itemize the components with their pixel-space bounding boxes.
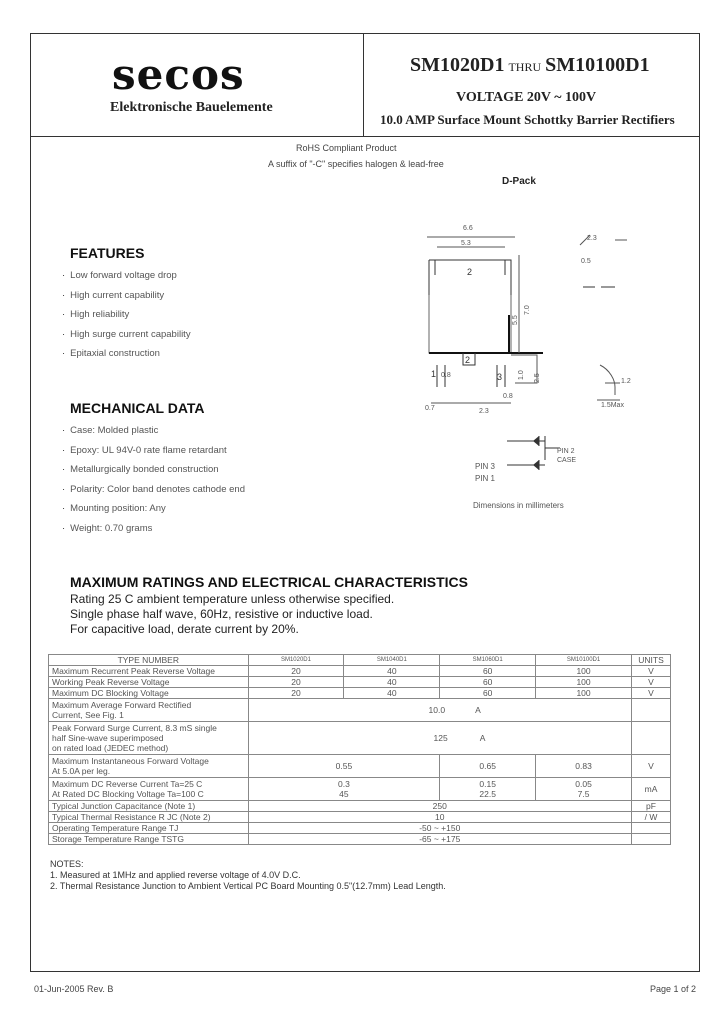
vf-line-2: At 5.0A per leg. — [52, 766, 111, 776]
dim-07: 0.7 — [425, 405, 435, 412]
ratings-table — [48, 654, 671, 845]
dim-10: 1.0 — [518, 370, 525, 380]
dim-05: 0.5 — [581, 258, 591, 265]
cell: 100 — [536, 677, 632, 688]
part-from: SM1020D1 — [410, 54, 505, 76]
thru-label: THRU — [508, 60, 542, 74]
row-label — [49, 778, 249, 801]
row-label: Operating Temperature Range TJ — [49, 823, 249, 834]
pin-3-label: PIN 3 — [475, 462, 496, 471]
diode-2-symbol — [533, 460, 539, 470]
row-label: Storage Temperature Range TSTG — [49, 834, 249, 845]
header-col: SM1060D1 — [440, 655, 536, 666]
product-description: 10.0 AMP Surface Mount Schottky Barrier Rectifiers — [380, 112, 675, 127]
mechanical-list — [62, 424, 245, 541]
pin-label-2-top: 2 — [467, 267, 473, 277]
ir-cell — [536, 778, 632, 801]
cell: 20 — [248, 666, 344, 677]
surge-line-3: on rated load (JEDEC method) — [52, 743, 169, 753]
header-col: SM1020D1 — [248, 655, 344, 666]
header-divider — [30, 136, 700, 137]
package-outline-top — [429, 260, 511, 295]
header-col: SM10100D1 — [536, 655, 632, 666]
feature-item: · High current capability — [62, 289, 191, 309]
table-row — [49, 778, 671, 801]
mechanical-item: · Weight: 0.70 grams — [62, 522, 245, 542]
header-type-number: TYPE NUMBER — [49, 655, 249, 666]
ir-100: 22.5 — [479, 789, 496, 799]
ir-100: 7.5 — [577, 789, 590, 799]
row-label: Working Peak Reverse Voltage — [49, 677, 249, 688]
row-label: Maximum DC Blocking Voltage — [49, 688, 249, 699]
rohs-text: RoHS Compliant Product — [296, 143, 397, 153]
part-number-range — [410, 54, 650, 77]
mechanical-item: · Metallurgically bonded construction — [62, 463, 245, 483]
voltage-range: VOLTAGE 20V ~ 100V — [456, 90, 597, 105]
cell: 100 — [536, 688, 632, 699]
mechanical-item: · Case: Molded plastic — [62, 424, 245, 444]
notes-title: NOTES: — [50, 859, 84, 869]
cell: 100 — [536, 666, 632, 677]
feature-item: · Epitaxial construction — [62, 347, 191, 367]
unit-cell: V — [631, 666, 670, 677]
ir-25: 0.15 — [479, 779, 496, 789]
page-number: Page 1 of 2 — [650, 984, 697, 994]
table-row — [49, 834, 671, 845]
secos-logo: secos — [112, 50, 245, 99]
feature-item: · High surge current capability — [62, 328, 191, 348]
vf-cell: 0.55 — [248, 755, 440, 778]
avg-unit: A — [475, 705, 481, 715]
header-col: SM1040D1 — [344, 655, 440, 666]
dim-70: 7.0 — [524, 305, 531, 315]
mechanical-item: · Polarity: Color band denotes cathode end — [62, 483, 245, 503]
rating-line-3: For capacitive load, derate current by 20%. — [70, 622, 299, 636]
unit-cell: V — [631, 677, 670, 688]
package-title: D-Pack — [502, 176, 536, 187]
ir-100: 45 — [339, 789, 349, 799]
table-row — [49, 699, 671, 722]
row-label — [49, 699, 249, 722]
cell: 40 — [344, 666, 440, 677]
ir-25: 0.3 — [337, 779, 350, 789]
cell: 60 — [440, 677, 536, 688]
lead-bend — [600, 365, 615, 395]
row-label: Typical Junction Capacitance (Note 1) — [49, 801, 249, 812]
table-row — [49, 823, 671, 834]
unit-cell — [631, 722, 670, 755]
cell: -50 ~ +150 — [248, 823, 631, 834]
dims-note: Dimensions in millimeters — [473, 501, 564, 510]
ir-cell — [248, 778, 440, 801]
cell: -65 ~ +175 — [248, 834, 631, 845]
surge-line-2: half Sine-wave superimposed — [52, 733, 164, 743]
row-label — [49, 722, 249, 755]
avg-line-1: Maximum Average Forward Rectified — [52, 700, 192, 710]
rating-line-1: Rating 25 C ambient temperature unless otherwise specified. — [70, 592, 395, 606]
revision-date: 01-Jun-2005 Rev. B — [34, 984, 114, 994]
ratings-conditions — [70, 592, 394, 637]
vf-cell: 0.65 — [440, 755, 536, 778]
unit-cell: V — [631, 755, 670, 778]
dim-08-right: 0.8 — [503, 393, 513, 400]
notes — [50, 859, 446, 892]
row-label: Maximum Recurrent Peak Reverse Voltage — [49, 666, 249, 677]
unit-cell: V — [631, 688, 670, 699]
pin-1-label: PIN 1 — [475, 474, 496, 483]
ir-25: 0.05 — [575, 779, 592, 789]
mechanical-item: · Mounting position: Any — [62, 502, 245, 522]
ir-line-1: Maximum DC Reverse Current Ta=25 C — [52, 779, 203, 789]
unit-cell: mA — [631, 778, 670, 801]
cell: 60 — [440, 688, 536, 699]
case-label: CASE — [557, 457, 577, 464]
table-row — [49, 755, 671, 778]
avg-current-cell — [248, 699, 631, 722]
pin-label-1: 1 — [431, 369, 437, 379]
vf-line-1: Maximum Instantaneous Forward Voltage — [52, 756, 209, 766]
features-title: FEATURES — [70, 245, 145, 261]
ratings-title: MAXIMUM RATINGS AND ELECTRICAL CHARACTERISTICS — [70, 574, 468, 590]
suffix-text: A suffix of "-C" specifies halogen & lead-free — [268, 159, 444, 169]
unit-cell — [631, 823, 670, 834]
note-2: 2. Thermal Resistance Junction to Ambient Vertical PC Board Mounting 0.5"(12.7mm) Lead Length. — [50, 881, 446, 891]
dim-23-bottom: 2.3 — [479, 408, 489, 415]
cell: 60 — [440, 666, 536, 677]
mechanical-title: MECHANICAL DATA — [70, 400, 205, 416]
pin-label-2: 2 — [465, 355, 471, 365]
surge-unit: A — [479, 733, 486, 743]
features-list — [62, 269, 191, 367]
note-1: 1. Measured at 1MHz and applied reverse voltage of 4.0V D.C. — [50, 870, 301, 880]
dim-12: 1.2 — [621, 378, 631, 385]
table-row — [49, 801, 671, 812]
pin-2-label: PIN 2 — [557, 448, 575, 455]
dim-23-top: 2.3 — [587, 235, 597, 242]
row-label: Typical Thermal Resistance R JC (Note 2) — [49, 812, 249, 823]
cell: 10 — [248, 812, 631, 823]
table-row — [49, 688, 671, 699]
surge-line-1: Peak Forward Surge Current, 8.3 mS single — [52, 723, 217, 733]
unit-cell: / W — [631, 812, 670, 823]
package-diagram — [415, 215, 675, 510]
header-units: UNITS — [631, 655, 670, 666]
unit-cell: pF — [631, 801, 670, 812]
unit-cell — [631, 699, 670, 722]
feature-item: · High reliability — [62, 308, 191, 328]
company-subtitle: Elektronische Bauelemente — [110, 100, 273, 115]
dim-53: 5.3 — [461, 240, 471, 247]
surge-current-cell — [248, 722, 631, 755]
dim-15max: 1.5Max — [601, 402, 624, 409]
mechanical-item: · Epoxy: UL 94V-0 rate flame retardant — [62, 444, 245, 464]
table-row — [49, 677, 671, 688]
cell: 40 — [344, 688, 440, 699]
dim-08-left: 0.8 — [441, 372, 451, 379]
lead-dim — [597, 383, 620, 400]
dim-55: 5.5 — [512, 315, 519, 325]
table-row — [49, 666, 671, 677]
cell: 40 — [344, 677, 440, 688]
dim-66: 6.6 — [463, 225, 473, 232]
header-vertical-divider — [363, 33, 364, 136]
package-outline-body — [429, 295, 511, 353]
table-header-row — [49, 655, 671, 666]
pin-label-3: 3 — [497, 372, 503, 382]
cell: 20 — [248, 677, 344, 688]
surge-value: 125 — [433, 733, 448, 743]
rating-line-2: Single phase half wave, 60Hz, resistive or inductive load. — [70, 607, 373, 621]
diode-1-symbol — [533, 436, 539, 446]
avg-line-2: Current, See Fig. 1 — [52, 710, 124, 720]
cell: 250 — [248, 801, 631, 812]
table-row — [49, 812, 671, 823]
ir-line-2: At Rated DC Blocking Voltage Ta=100 C — [52, 789, 204, 799]
part-to: SM10100D1 — [545, 54, 650, 76]
unit-cell — [631, 834, 670, 845]
table-row — [49, 722, 671, 755]
dim-25: 2.5 — [534, 373, 541, 383]
avg-value: 10.0 — [428, 705, 446, 715]
cell: 20 — [248, 688, 344, 699]
feature-item: · Low forward voltage drop — [62, 269, 191, 289]
ir-cell — [440, 778, 536, 801]
row-label — [49, 755, 249, 778]
vf-cell: 0.83 — [536, 755, 632, 778]
